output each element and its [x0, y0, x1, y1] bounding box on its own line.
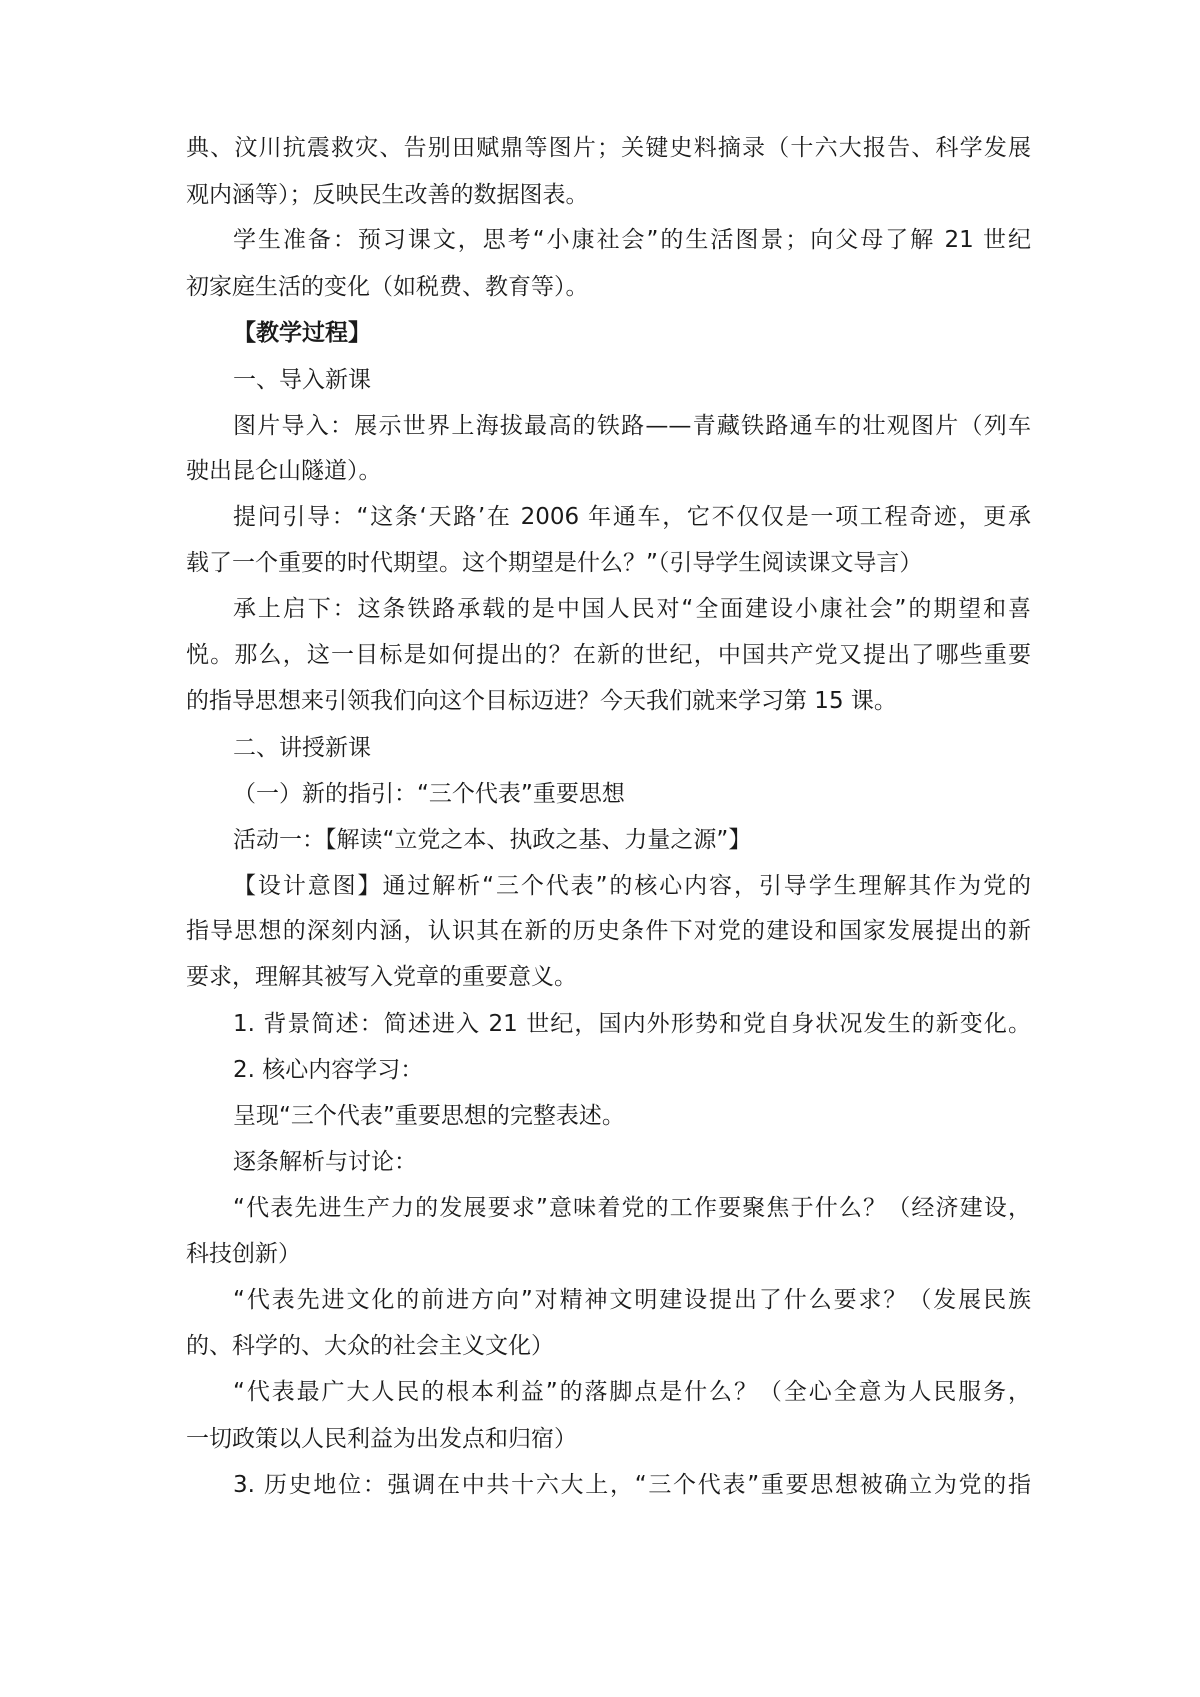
list-item: 2. 核心内容学习： [233, 1057, 424, 1083]
activity-title: 活动一：【解读“立党之本、执政之基、力量之源”】 [233, 827, 752, 853]
paragraph-line: 载了一个重要的时代期望。这个期望是什么？”（引导学生阅读课文导言） [186, 550, 923, 576]
paragraph-line: “代表最广大人民的根本利益”的落脚点是什么？（全心全意为人民服务， [233, 1379, 1031, 1405]
paragraph-line: 呈现“三个代表”重要思想的完整表述。 [233, 1103, 625, 1129]
paragraph-line: 学生准备：预习课文，思考“小康社会”的生活图景；向父母了解 21 世纪 [233, 227, 1031, 253]
list-item: 1. 背景简述：简述进入 21 世纪，国内外形势和党自身状况发生的新变化。 [233, 1011, 1031, 1037]
paragraph-line: 科技创新） [186, 1241, 301, 1267]
paragraph-line: 一切政策以人民利益为出发点和归宿） [186, 1426, 577, 1452]
paragraph-line: 逐条解析与讨论： [233, 1149, 417, 1175]
section-heading: 一、导入新课 [233, 367, 371, 393]
list-item: 3. 历史地位：强调在中共十六大上，“三个代表”重要思想被确立为党的指 [233, 1472, 1031, 1498]
section-heading: 【教学过程】 [233, 320, 371, 346]
paragraph-line: 驶出昆仑山隧道）。 [186, 458, 382, 484]
paragraph-line: 承上启下：这条铁路承载的是中国人民对“全面建设小康社会”的期望和喜 [233, 596, 1031, 622]
paragraph-line: 初家庭生活的变化（如税费、教育等）。 [186, 274, 589, 300]
paragraph-line: “代表先进文化的前进方向”对精神文明建设提出了什么要求？（发展民族 [233, 1287, 1031, 1313]
paragraph-line: “代表先进生产力的发展要求”意味着党的工作要聚焦于什么？（经济建设， [233, 1195, 1031, 1221]
paragraph-line: 典、汶川抗震救灾、告别田赋鼎等图片；关键史料摘录（十六大报告、科学发展 [186, 135, 1031, 161]
paragraph-line: 悦。那么，这一目标是如何提出的？在新的世纪，中国共产党又提出了哪些重要 [186, 642, 1031, 668]
paragraph-line: 图片导入：展示世界上海拔最高的铁路——青藏铁路通车的壮观图片（列车 [233, 413, 1031, 439]
paragraph-line: 要求，理解其被写入党章的重要意义。 [186, 964, 577, 990]
paragraph-line: 指导思想的深刻内涵，认识其在新的历史条件下对党的建设和国家发展提出的新 [186, 918, 1031, 944]
paragraph-line: 提问引导：“这条‘天路’在 2006 年通车，它不仅仅是一项工程奇迹，更承 [233, 504, 1031, 530]
section-heading: 二、讲授新课 [233, 735, 371, 761]
paragraph-line: 【设计意图】通过解析“三个代表”的核心内容，引导学生理解其作为党的 [233, 873, 1031, 899]
paragraph-line: 的、科学的、大众的社会主义文化） [186, 1333, 554, 1359]
paragraph-line: 的指导思想来引领我们向这个目标迈进？今天我们就来学习第 15 课。 [186, 688, 897, 714]
subsection-heading: （一）新的指引：“三个代表”重要思想 [233, 781, 625, 807]
paragraph-line: 观内涵等）；反映民生改善的数据图表。 [186, 182, 589, 208]
